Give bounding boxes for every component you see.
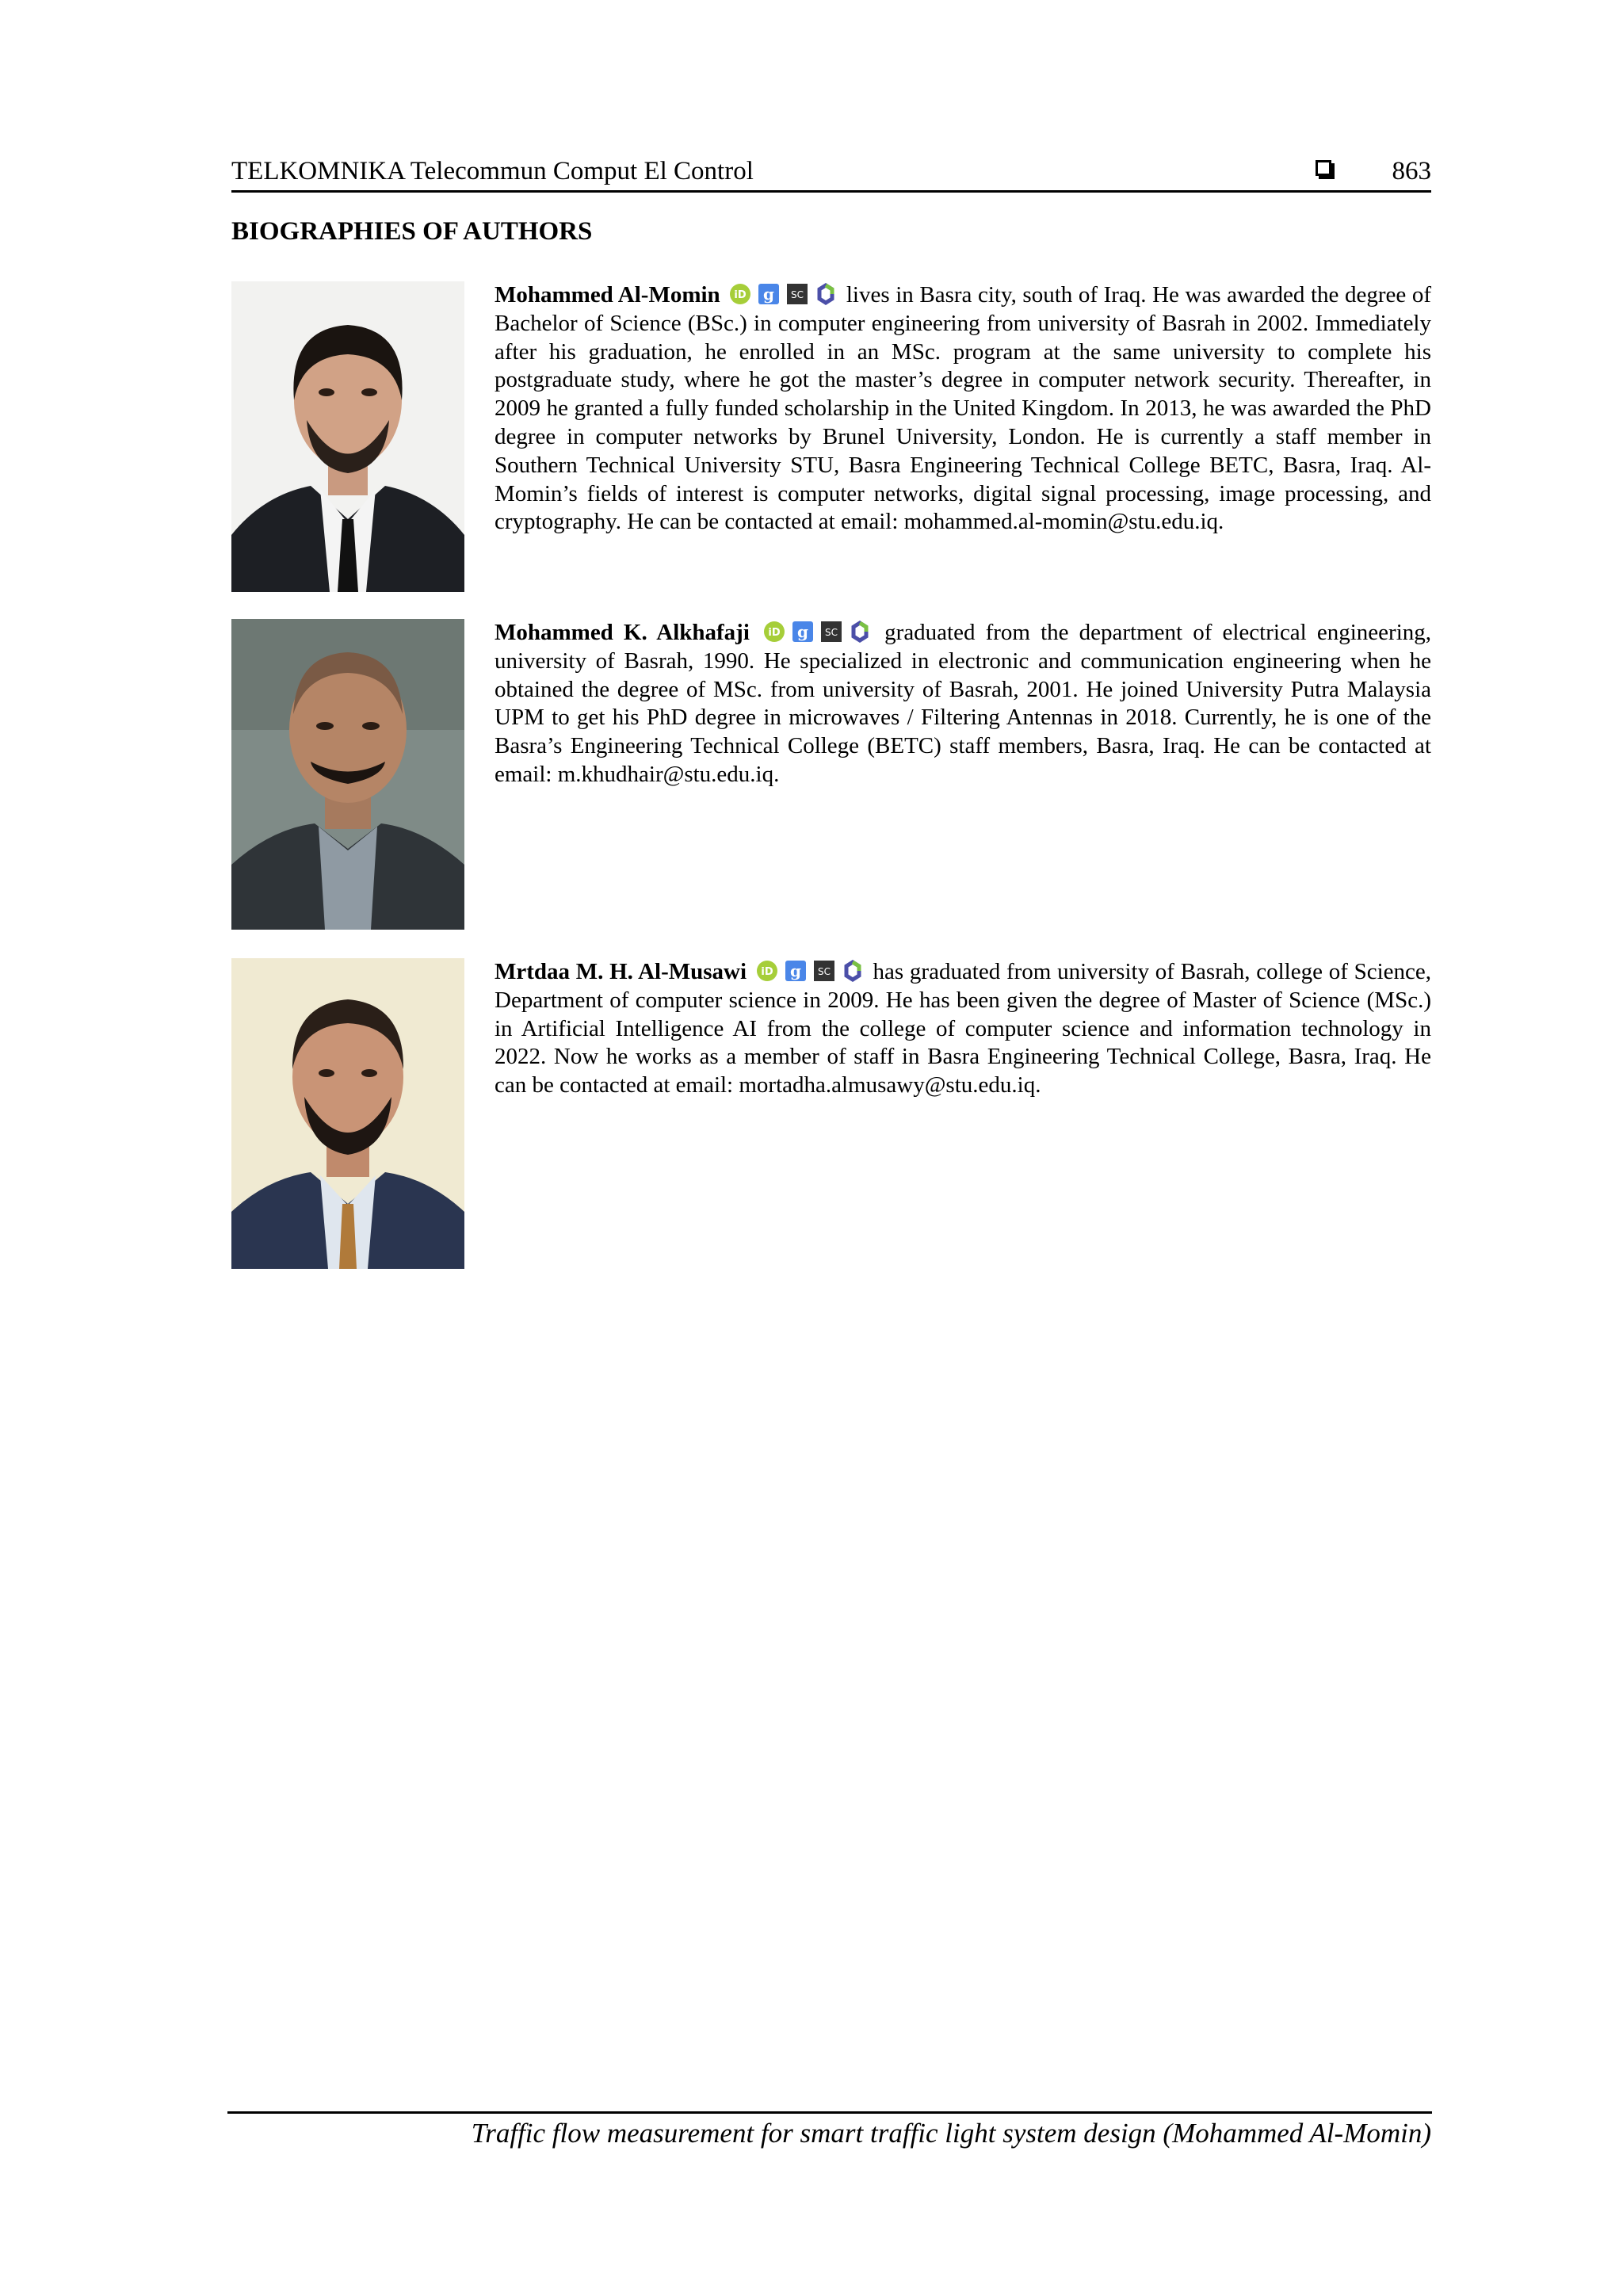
author-bio (495, 958, 1431, 1100)
author-bio-text: lives in Basra city, south of Iraq. He was awarded the degree of Bachelor of Science (BSc.) in computer engineering from university of Basrah in 2002. Immediately after his graduation, he enrolled in an MSc. program at the same university to complete his postgraduate study, where he got the master’s degree in computer network security. Thereafter, in 2009 he granted a fully funded scholarship in the United Kingdom. In 2013, he was awarded the PhD degree in computer networks by Brunel University, London. He is currently a staff member in Southern Technical University STU, Basra Engineering Technical College BETC, Basra, Iraq. Al-Momin’s fields of interest is computer networks, digital signal processing, image processing, and cryptography. He can be contacted at email: mohammed.al-momin@stu.edu.iq. (495, 282, 1432, 535)
author-bio-text: has graduated from university of Basrah, college of Science, Department of computer science in 2009. He has been given the degree of Master of Science (MSc.) in Artificial Intelligence AI from the college of computer science and information technology in 2022. Now he works as a member of staff in Basra Engineering Technical College, Basra, Iraq. He can be contacted at email: mortadha.almusawy@stu.edu.iq. (495, 959, 1432, 1098)
google-scholar-icon[interactable] (758, 283, 780, 305)
svg-text:g: g (763, 285, 775, 304)
author-photo (231, 619, 464, 930)
section-title: BIOGRAPHIES OF AUTHORS (231, 217, 593, 246)
author-block-1 (231, 281, 1431, 592)
publons-icon[interactable] (849, 621, 871, 643)
author-name: Mohammed K. Alkhafaji (495, 620, 750, 645)
author-bio (495, 281, 1431, 537)
author-photo (231, 958, 464, 1269)
author-bio (495, 619, 1431, 789)
author-name: Mrtdaa M. H. Al-Musawi (495, 959, 747, 984)
scopus-icon[interactable] (820, 621, 842, 643)
page-number: 863 (1392, 157, 1431, 185)
author-photo (231, 281, 464, 592)
running-footer: Traffic flow measurement for smart traffic light system design (Mohammed Al-Momin) (471, 2118, 1431, 2149)
svg-text:SC: SC (791, 289, 804, 300)
svg-text:iD: iD (761, 966, 773, 978)
svg-text:SC: SC (825, 627, 838, 638)
orcid-icon[interactable] (729, 283, 751, 305)
author-block-3 (231, 958, 1431, 1269)
svg-text:iD: iD (734, 289, 747, 301)
svg-text:iD: iD (768, 627, 781, 639)
scopus-icon[interactable] (813, 960, 835, 982)
publons-icon[interactable] (842, 960, 864, 982)
svg-text:SC: SC (817, 966, 831, 977)
author-name: Mohammed Al-Momin (495, 282, 720, 308)
orcid-icon[interactable] (756, 960, 778, 982)
google-scholar-icon[interactable] (785, 960, 807, 982)
journal-name: TELKOMNIKA Telecommun Comput El Control (231, 157, 754, 185)
svg-text:g: g (789, 961, 801, 980)
publons-icon[interactable] (815, 283, 837, 305)
footer-rule (227, 2111, 1432, 2114)
svg-text:g: g (797, 622, 809, 641)
orcid-icon[interactable] (763, 621, 785, 643)
author-bio-text: graduated from the department of electrical engineering, university of Basrah, 1990. He specialized in electronic and communication engineering when he obtained the degree of MSc. from university of Basrah, 2001. He joined University Putra Malaysia UPM to get his PhD degree in microwaves / Filtering Antennas in 2018. Currently, he is one of the Basra’s Engineering Technical College (BETC) staff members, Basra, Iraq. He can be contacted at email: m.khudhair@stu.edu.iq. (495, 620, 1431, 787)
scopus-icon[interactable] (786, 283, 808, 305)
square-bullet-icon (1316, 160, 1331, 176)
page-header (231, 152, 1431, 193)
google-scholar-icon[interactable] (792, 621, 814, 643)
author-block-2 (231, 619, 1431, 930)
